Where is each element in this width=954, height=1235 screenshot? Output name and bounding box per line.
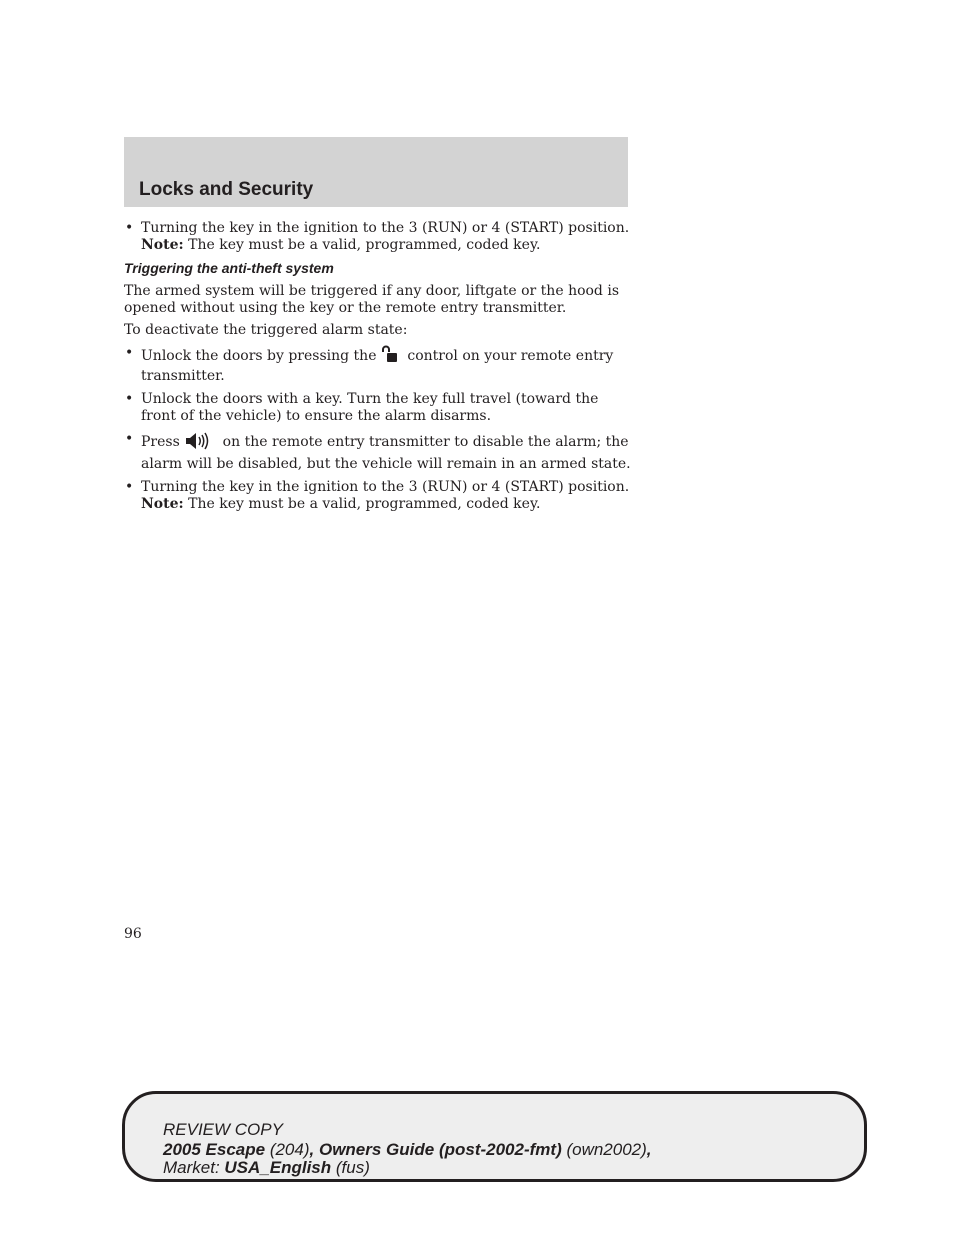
vehicle-model-code: (204) (265, 1140, 310, 1159)
list-item (124, 431, 634, 473)
bullet-dot: • (125, 479, 134, 495)
list-item-text: Unlock the doors with a key. Turn the key full travel (toward the front of the vehicle) to ensure the alarm disarms. (141, 391, 599, 424)
bullet-dot: • (125, 431, 134, 447)
market-label: Market: (163, 1158, 225, 1177)
guide-code: (own2002) (561, 1140, 647, 1159)
list-item (124, 479, 634, 513)
unlock-icon (381, 345, 403, 368)
list-item-text: control on your remote entry transmitter. (141, 348, 614, 384)
note-label: Note: (141, 237, 184, 253)
review-copy-box (122, 1091, 867, 1182)
list-item (124, 345, 634, 385)
section-header (124, 137, 628, 207)
section-title: Locks and Security (139, 179, 314, 200)
guide-name: Owners Guide (post-2002-fmt) (318, 1140, 562, 1159)
review-copy-guide-line (163, 1140, 652, 1160)
review-copy-text (163, 1120, 652, 1178)
bullet-dot: • (125, 391, 134, 407)
bullet-list-bottom (124, 345, 634, 513)
list-item (124, 220, 634, 254)
market-name: USA_English (224, 1158, 332, 1177)
subheading: Triggering the anti-theft system (124, 260, 334, 276)
bullet-list-top (124, 220, 634, 254)
list-item-text: Unlock the doors by pressing the (141, 348, 377, 364)
market-code: (fus) (331, 1158, 370, 1177)
note-label: Note: (141, 496, 184, 512)
paragraph: The armed system will be triggered if any door, liftgate or the hood is opened without using the key or the remote entry transmitter. (124, 283, 620, 316)
list-item-text: Turning the key in the ignition to the 3 (RUN) or 4 (START) position. (141, 220, 630, 236)
page-number: 96 (124, 926, 142, 942)
list-item-text: Press (141, 434, 180, 450)
note-text: The key must be a valid, programmed, coded key. (183, 496, 541, 512)
list-item-text: on the remote entry transmitter to disable the alarm; the alarm will be disabled, but the vehicle will remain in an armed state. (141, 434, 631, 472)
main-content (124, 220, 634, 519)
list-item (124, 391, 634, 425)
panic-alarm-icon (184, 431, 218, 456)
bullet-dot: • (125, 345, 134, 361)
review-copy-market-line (163, 1158, 652, 1178)
note-text: The key must be a valid, programmed, coded key. (183, 237, 541, 253)
list-item-text: Turning the key in the ignition to the 3 (RUN) or 4 (START) position. (141, 479, 630, 495)
paragraph: To deactivate the triggered alarm state: (124, 322, 408, 338)
review-copy-label: REVIEW COPY (163, 1120, 283, 1139)
vehicle-model: 2005 Escape (163, 1140, 266, 1159)
separator: , (646, 1140, 652, 1159)
separator: , (309, 1140, 319, 1159)
bullet-dot: • (125, 220, 134, 236)
